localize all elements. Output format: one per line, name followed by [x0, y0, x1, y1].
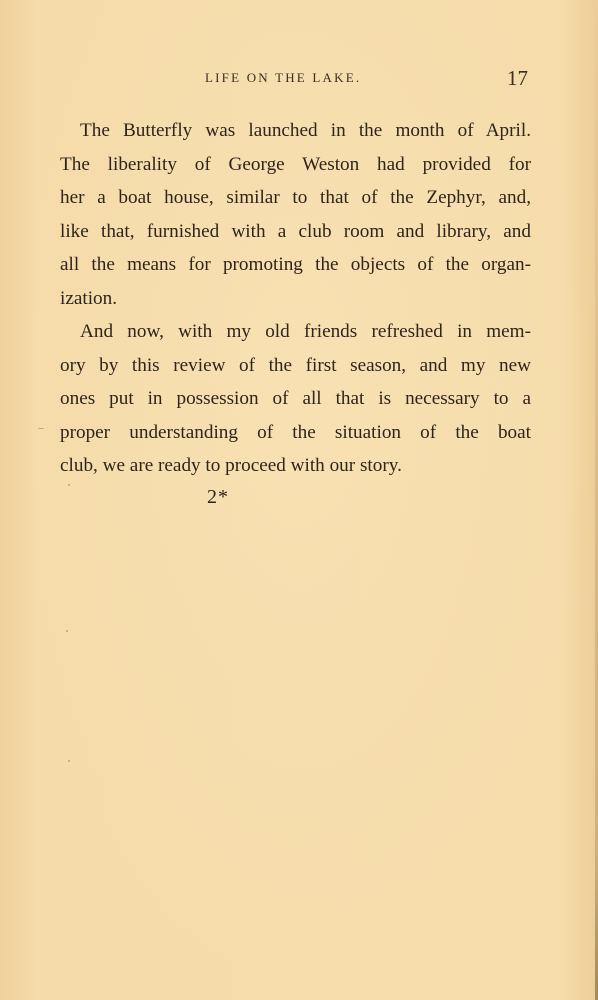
paragraph-2	[60, 315, 531, 483]
text-line: all the means for promoting the objects of the organ-	[60, 254, 531, 275]
text-line: And now, with my old friends refreshed in mem-	[80, 321, 531, 342]
text-line: ones put in possession of all that is necessary to a	[60, 388, 531, 409]
running-head: LIFE ON THE LAKE.	[205, 70, 362, 85]
paper-speck	[68, 484, 70, 486]
page-number: 17	[507, 66, 528, 90]
text-line: ory by this review of the first season, and my new	[60, 354, 531, 376]
text-line: club, we are ready to proceed with our story.	[60, 455, 402, 476]
text-line: her a boat house, similar to that of the Zephyr, and,	[60, 187, 531, 208]
text-line: The liberality of George Weston had provided for	[60, 153, 531, 175]
signature-mark: 2*	[207, 486, 229, 508]
paper-speck	[38, 428, 44, 429]
text-line: proper understanding of the situation of the boat	[60, 421, 531, 443]
body-text	[60, 114, 531, 483]
text-line: like that, furnished with a club room and library, and	[60, 220, 531, 242]
paper-speck	[68, 760, 70, 762]
paragraph-1	[60, 114, 531, 315]
text-line: The Butterfly was launched in the month of April.	[80, 120, 531, 141]
text-line: ization.	[60, 287, 118, 309]
paper-speck	[66, 630, 68, 632]
